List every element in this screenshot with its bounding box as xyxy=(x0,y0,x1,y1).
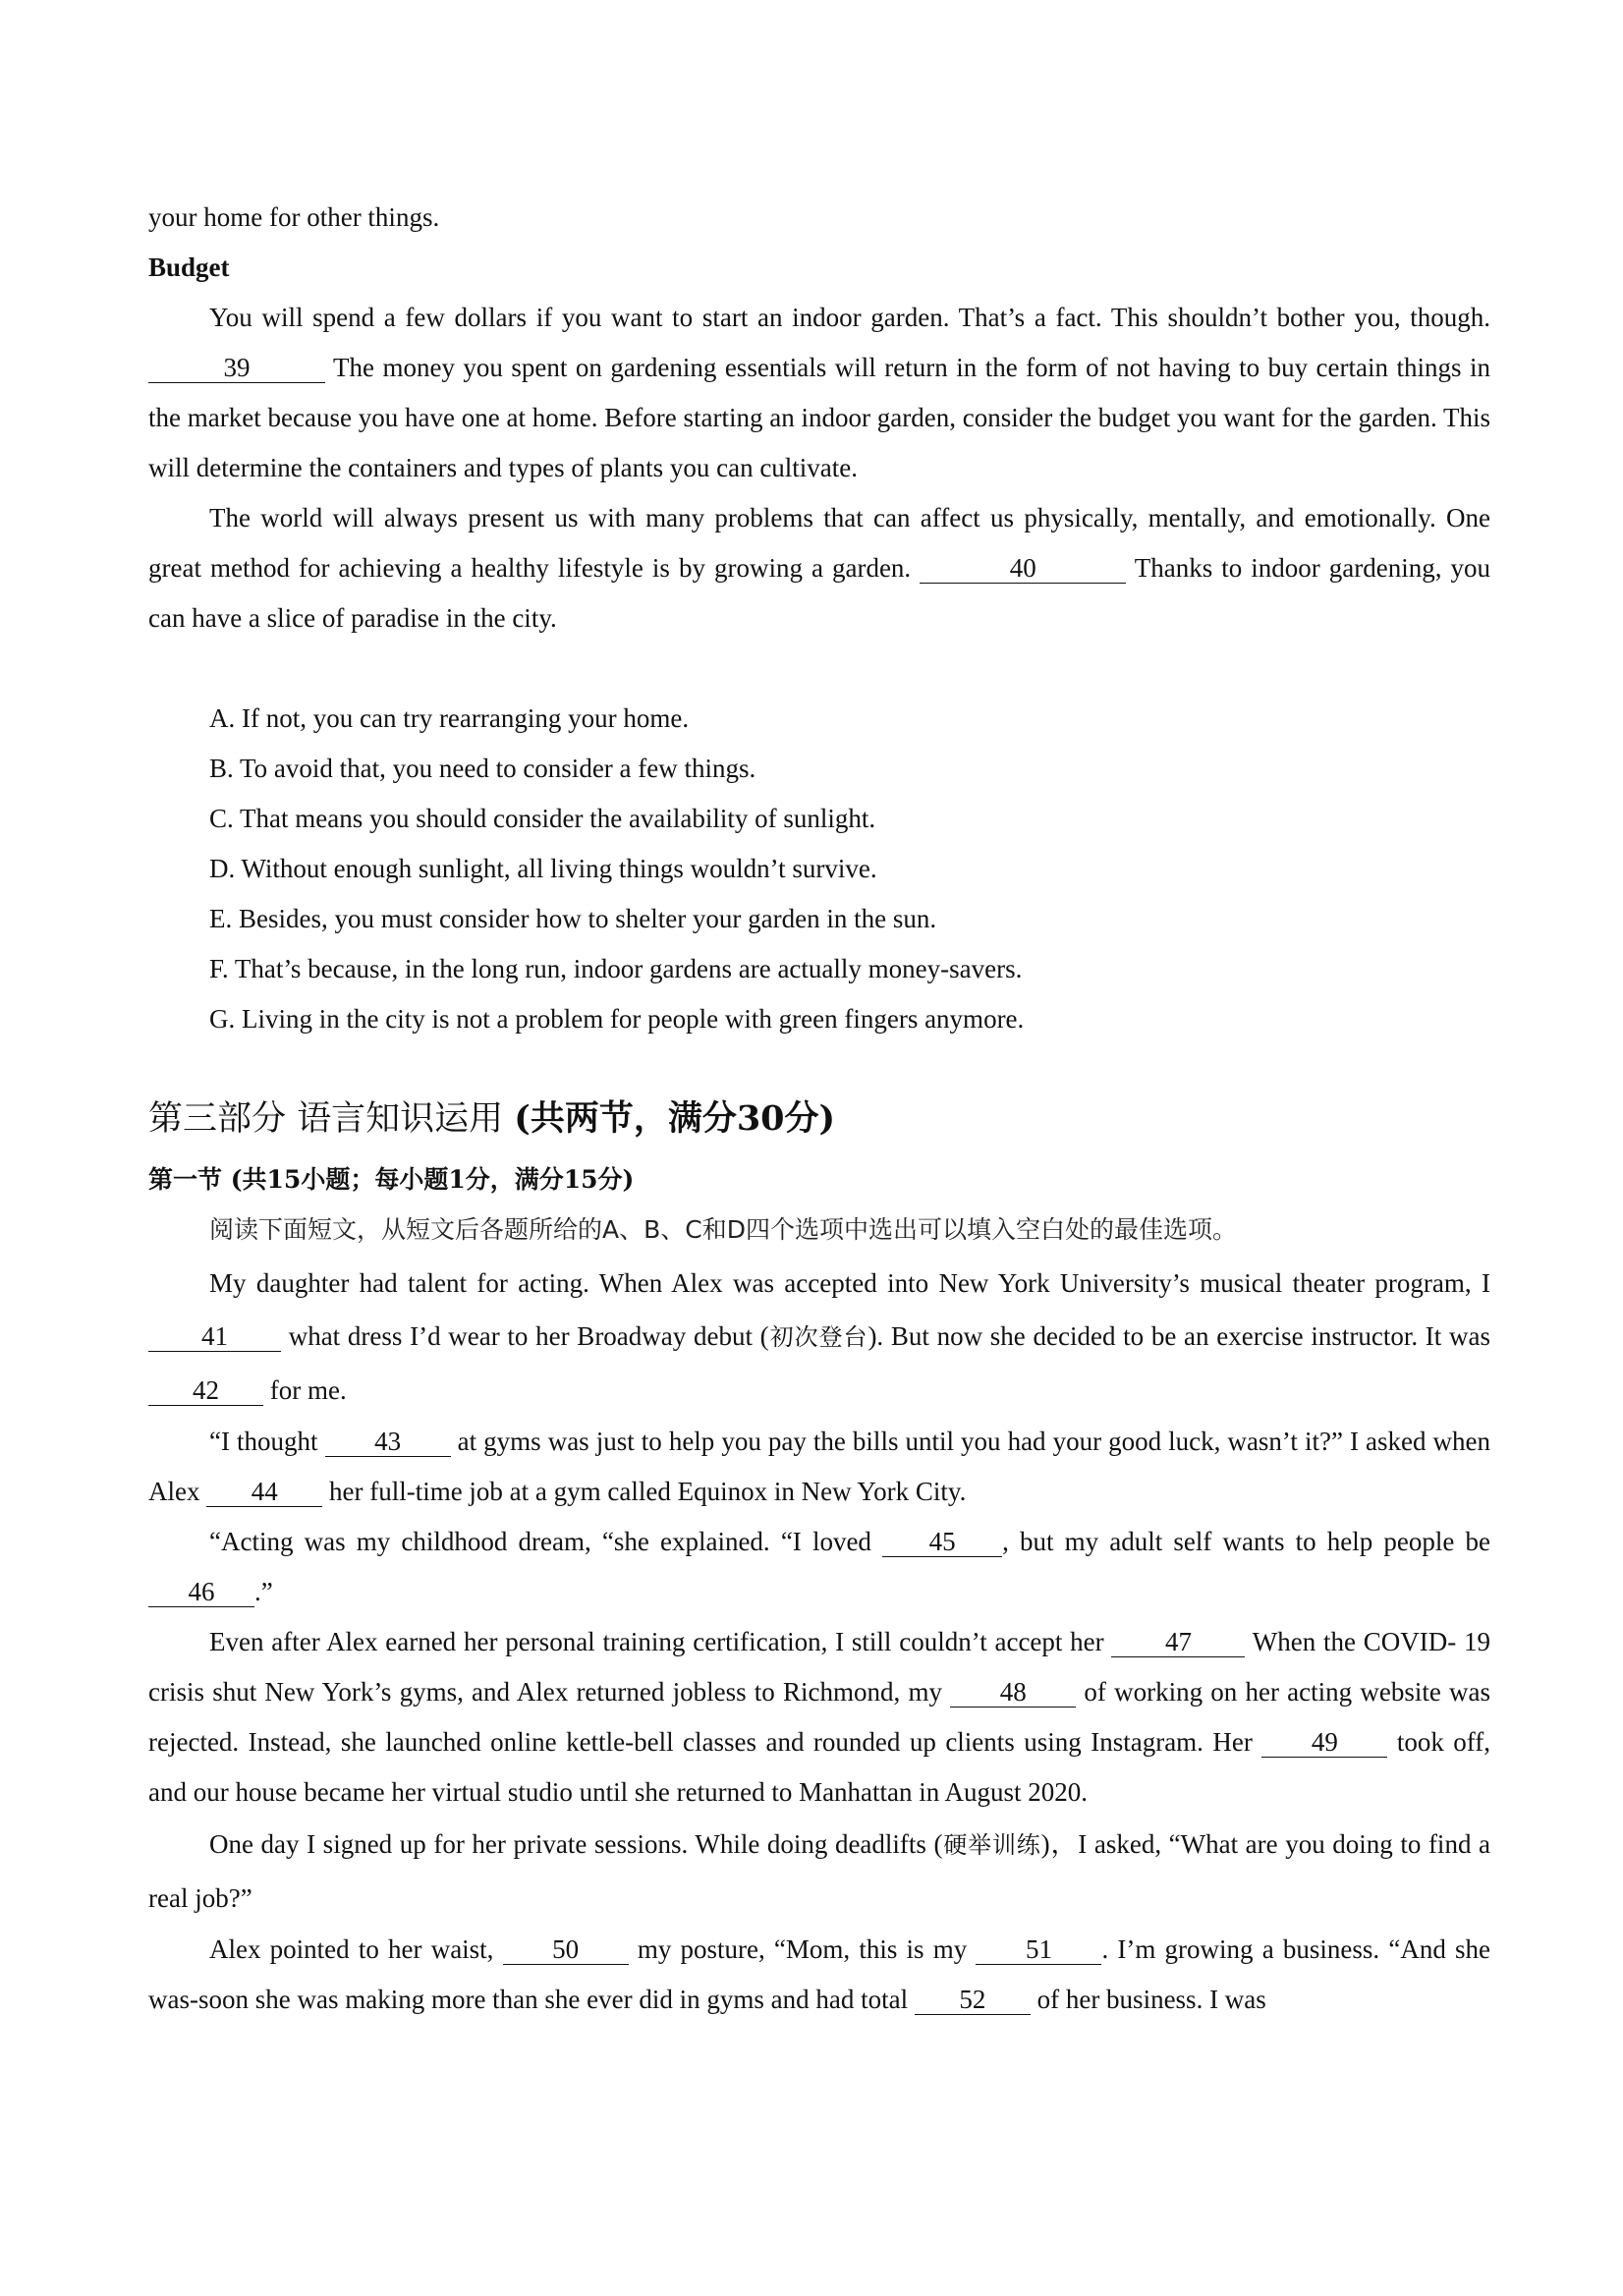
option-c: C. That means you should consider the availability of sunlight. xyxy=(209,804,876,833)
paragraph-text: what dress I’d wear to her Broadway debut ( xyxy=(288,1321,769,1351)
passage-paragraph-conclusion xyxy=(148,493,1490,644)
answer-blank-42: 42 xyxy=(148,1375,263,1406)
paragraph-text: One day I signed up for her private sessions. While doing deadlifts ( xyxy=(209,1829,943,1859)
answer-blank-40: 40 xyxy=(920,553,1126,584)
paragraph-text: my posture, “Mom, this is my xyxy=(637,1934,968,1964)
paragraph-text: “Acting was my childhood dream, “she explained. “I loved xyxy=(209,1527,871,1556)
answer-blank-46: 46 xyxy=(148,1577,254,1607)
cloze-story xyxy=(148,1257,1490,2025)
section1-instruction: 阅读下面短文，从短文后各题所给的A、B、C和D四个选项中选出可以填入空白处的最佳选项。 xyxy=(209,1215,1237,1244)
paragraph-text: took off, and our house became her virtual studio until she returned to Manhattan in August 2020. xyxy=(148,1727,1491,1807)
section1-title: 第一节 (共15小题；每小题1分，满分15分) xyxy=(148,1165,635,1194)
story-paragraph-4 xyxy=(148,1617,1490,1818)
paragraph-text: at gyms was just to help you pay the bills until you had your good luck, wasn’t it?” I asked when Alex xyxy=(148,1427,1491,1506)
answer-blank-41: 41 xyxy=(148,1321,281,1352)
option-g: G. Living in the city is not a problem for people with green fingers anymore. xyxy=(209,1004,1025,1034)
paragraph-text: of working on her acting website was rejected. Instead, she launched online kettle-bell classes and rounded up clients using Instagram. Her xyxy=(148,1677,1491,1757)
story-paragraph-1 xyxy=(148,1257,1490,1417)
answer-blank-49: 49 xyxy=(1261,1727,1387,1758)
answer-blank-47: 47 xyxy=(1111,1627,1245,1657)
paragraph-text: her full-time job at a gym called Equinox in New York City. xyxy=(328,1477,967,1506)
passage-paragraph-budget xyxy=(148,293,1490,493)
story-paragraph-3 xyxy=(148,1517,1490,1617)
paragraph-text: for me. xyxy=(269,1375,347,1405)
paragraph-text: The money you spent on gardening essentials will return in the form of not having to buy certain things in the market because you have one at home. Before starting an indoor garden, consider the budget you want for the garden. This will determine the containers and types of plants you can cultivate. xyxy=(148,353,1490,482)
passage-line-carry: your home for other things. xyxy=(148,202,440,232)
paragraph-text: ). But now she decided to be an exercise instructor. It was xyxy=(867,1321,1490,1351)
answer-blank-52: 52 xyxy=(915,1985,1031,2015)
chinese-gloss: 硬举训练 xyxy=(942,1831,1041,1859)
paragraph-text: The world will always present us with many problems that can affect us physically, mentally, and emotionally. One great method for achieving a healthy lifestyle is by growing a garden. xyxy=(148,503,1490,583)
option-e: E. Besides, you must consider how to shelter your garden in the sun. xyxy=(209,904,937,933)
paragraph-text: “I thought xyxy=(209,1427,318,1456)
document-page xyxy=(148,193,1490,2025)
answer-blank-43: 43 xyxy=(325,1427,451,1457)
paragraph-text: When the COVID- 19 crisis shut New York’s gyms, and Alex returned jobless to Richmond, my xyxy=(148,1627,1491,1707)
budget-heading: Budget xyxy=(148,252,230,282)
paragraph-text: , but my adult self wants to help people be xyxy=(1002,1527,1490,1556)
story-paragraph-6 xyxy=(148,1925,1490,2025)
answer-options-list xyxy=(148,694,1490,1044)
answer-blank-51: 51 xyxy=(976,1934,1101,1965)
answer-blank-50: 50 xyxy=(503,1934,629,1965)
option-f: F. That’s because, in the long run, indoor gardens are actually money-savers. xyxy=(209,954,1023,983)
story-paragraph-2 xyxy=(148,1417,1490,1517)
option-a: A. If not, you can try rearranging your home. xyxy=(209,703,690,733)
answer-blank-48: 48 xyxy=(950,1677,1076,1708)
answer-blank-44: 44 xyxy=(206,1477,322,1507)
part3-title-score: (共两节，满分30分) xyxy=(514,1098,836,1139)
option-d: D. Without enough sunlight, all living things wouldn’t survive. xyxy=(209,854,877,883)
option-b: B. To avoid that, you need to consider a few things. xyxy=(209,754,756,783)
paragraph-text: .” xyxy=(254,1577,273,1606)
paragraph-text: of her business. I was xyxy=(1036,1985,1266,2014)
answer-blank-39: 39 xyxy=(148,353,325,383)
paragraph-text: Even after Alex earned her personal training certification, I still couldn’t accept her xyxy=(209,1627,1104,1656)
paragraph-text: Alex pointed to her waist, xyxy=(209,1934,494,1964)
part3-title-text: 第三部分 语言知识运用 xyxy=(148,1099,515,1139)
paragraph-text: . I’m growing a business. “And she was-soon she was making more than she ever did in gyms and had total xyxy=(148,1934,1490,2014)
paragraph-text: Thanks to indoor gardening, you can have a slice of paradise in the city. xyxy=(148,553,1490,633)
paragraph-text: You will spend a few dollars if you want to start an indoor garden. That’s a fact. This shouldn’t bother you, though. xyxy=(209,303,1490,332)
part3-title xyxy=(148,1095,1490,1143)
paragraph-text: )，I asked, “What are you doing to find a real job?” xyxy=(148,1829,1490,1913)
story-paragraph-5 xyxy=(148,1818,1490,1925)
answer-blank-45: 45 xyxy=(882,1527,1002,1557)
paragraph-text: My daughter had talent for acting. When Alex was accepted into New York University’s musical theater program, I xyxy=(209,1268,1490,1298)
chinese-gloss: 初次登台 xyxy=(768,1323,868,1351)
